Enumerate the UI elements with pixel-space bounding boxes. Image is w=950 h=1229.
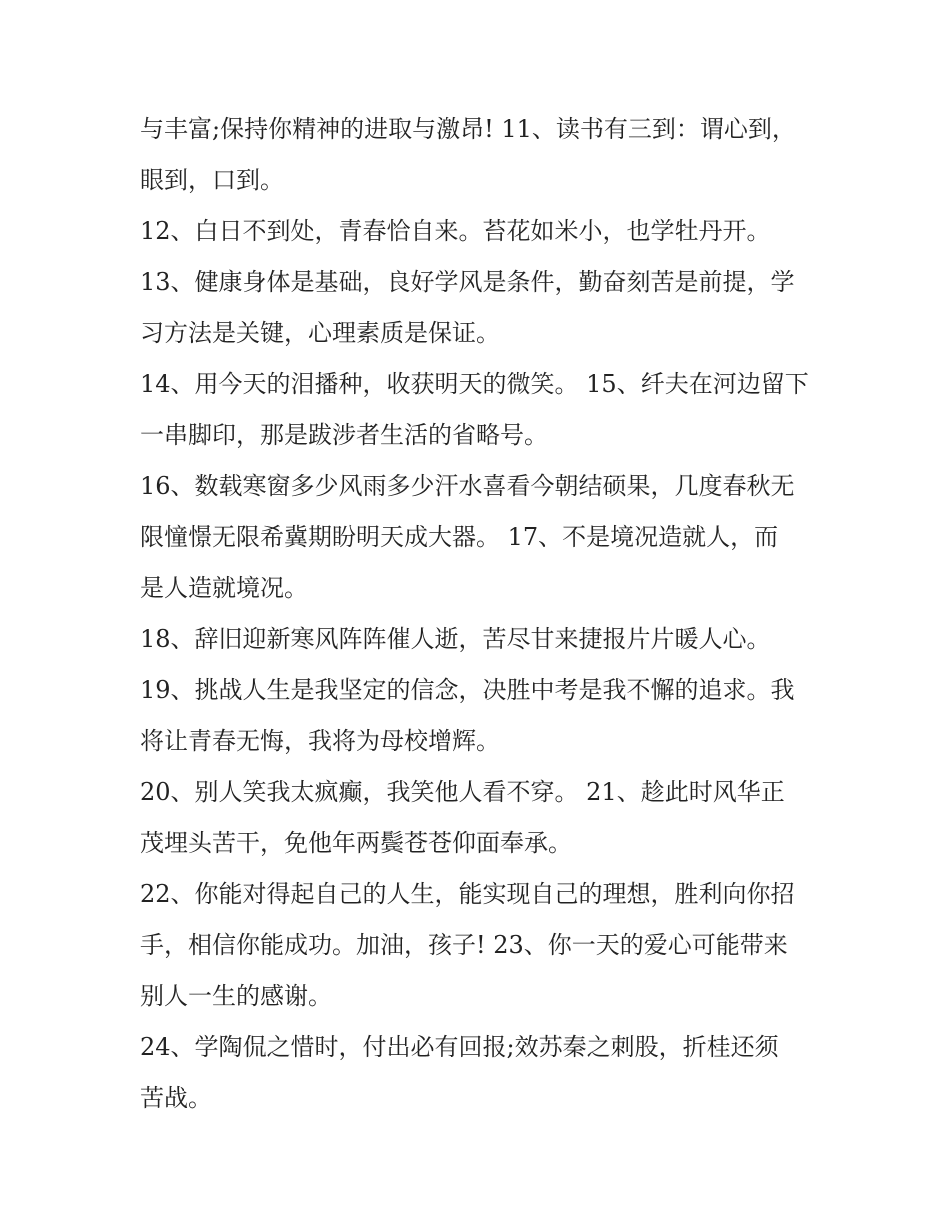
text-line: 眼到，口到。 xyxy=(140,166,284,194)
text-line: 别人一生的感谢。 xyxy=(140,982,332,1010)
text-line: 14、用今天的泪播种，收获明天的微笑。 15、纤夫在河边留下 xyxy=(140,370,809,398)
text-line: 习方法是关键，心理素质是保证。 xyxy=(140,319,500,347)
text-line: 茂埋头苦干，免他年两鬓苍苍仰面奉承。 xyxy=(140,829,572,857)
text-line: 苦战。 xyxy=(140,1084,212,1112)
text-line: 24、学陶侃之惜时，付出必有回报;效苏秦之刺股，折桂还须 xyxy=(140,1033,779,1061)
text-line: 限憧憬无限希冀期盼明天成大器。 17、不是境况造就人，而 xyxy=(140,523,779,551)
text-line: 19、挑战人生是我坚定的信念，决胜中考是我不懈的追求。我 xyxy=(140,676,795,704)
text-line: 将让青春无悔，我将为母校增辉。 xyxy=(140,727,500,755)
text-line: 22、你能对得起自己的人生，能实现自己的理想，胜利向你招 xyxy=(140,880,795,908)
text-line: 是人造就境况。 xyxy=(140,574,308,602)
text-line: 12、白日不到处，青春恰自来。苔花如米小，也学牡丹开。 xyxy=(140,217,771,245)
text-line: 13、健康身体是基础，良好学风是条件，勤奋刻苦是前提，学 xyxy=(140,268,795,296)
document-body xyxy=(140,104,820,1124)
text-line: 16、数载寒窗多少风雨多少汗水喜看今朝结硕果，几度春秋无 xyxy=(140,472,795,500)
text-line: 一串脚印，那是跋涉者生活的省略号。 xyxy=(140,421,548,449)
text-line: 手，相信你能成功。加油，孩子! 23、你一天的爱心可能带来 xyxy=(140,931,788,959)
text-line: 18、辞旧迎新寒风阵阵催人逝，苦尽甘来捷报片片暖人心。 xyxy=(140,625,771,653)
text-line: 与丰富;保持你精神的进取与激昂! 11、读书有三到：谓心到， xyxy=(140,115,796,143)
text-line: 20、别人笑我太疯癫，我笑他人看不穿。 21、趁此时风华正 xyxy=(140,778,785,806)
